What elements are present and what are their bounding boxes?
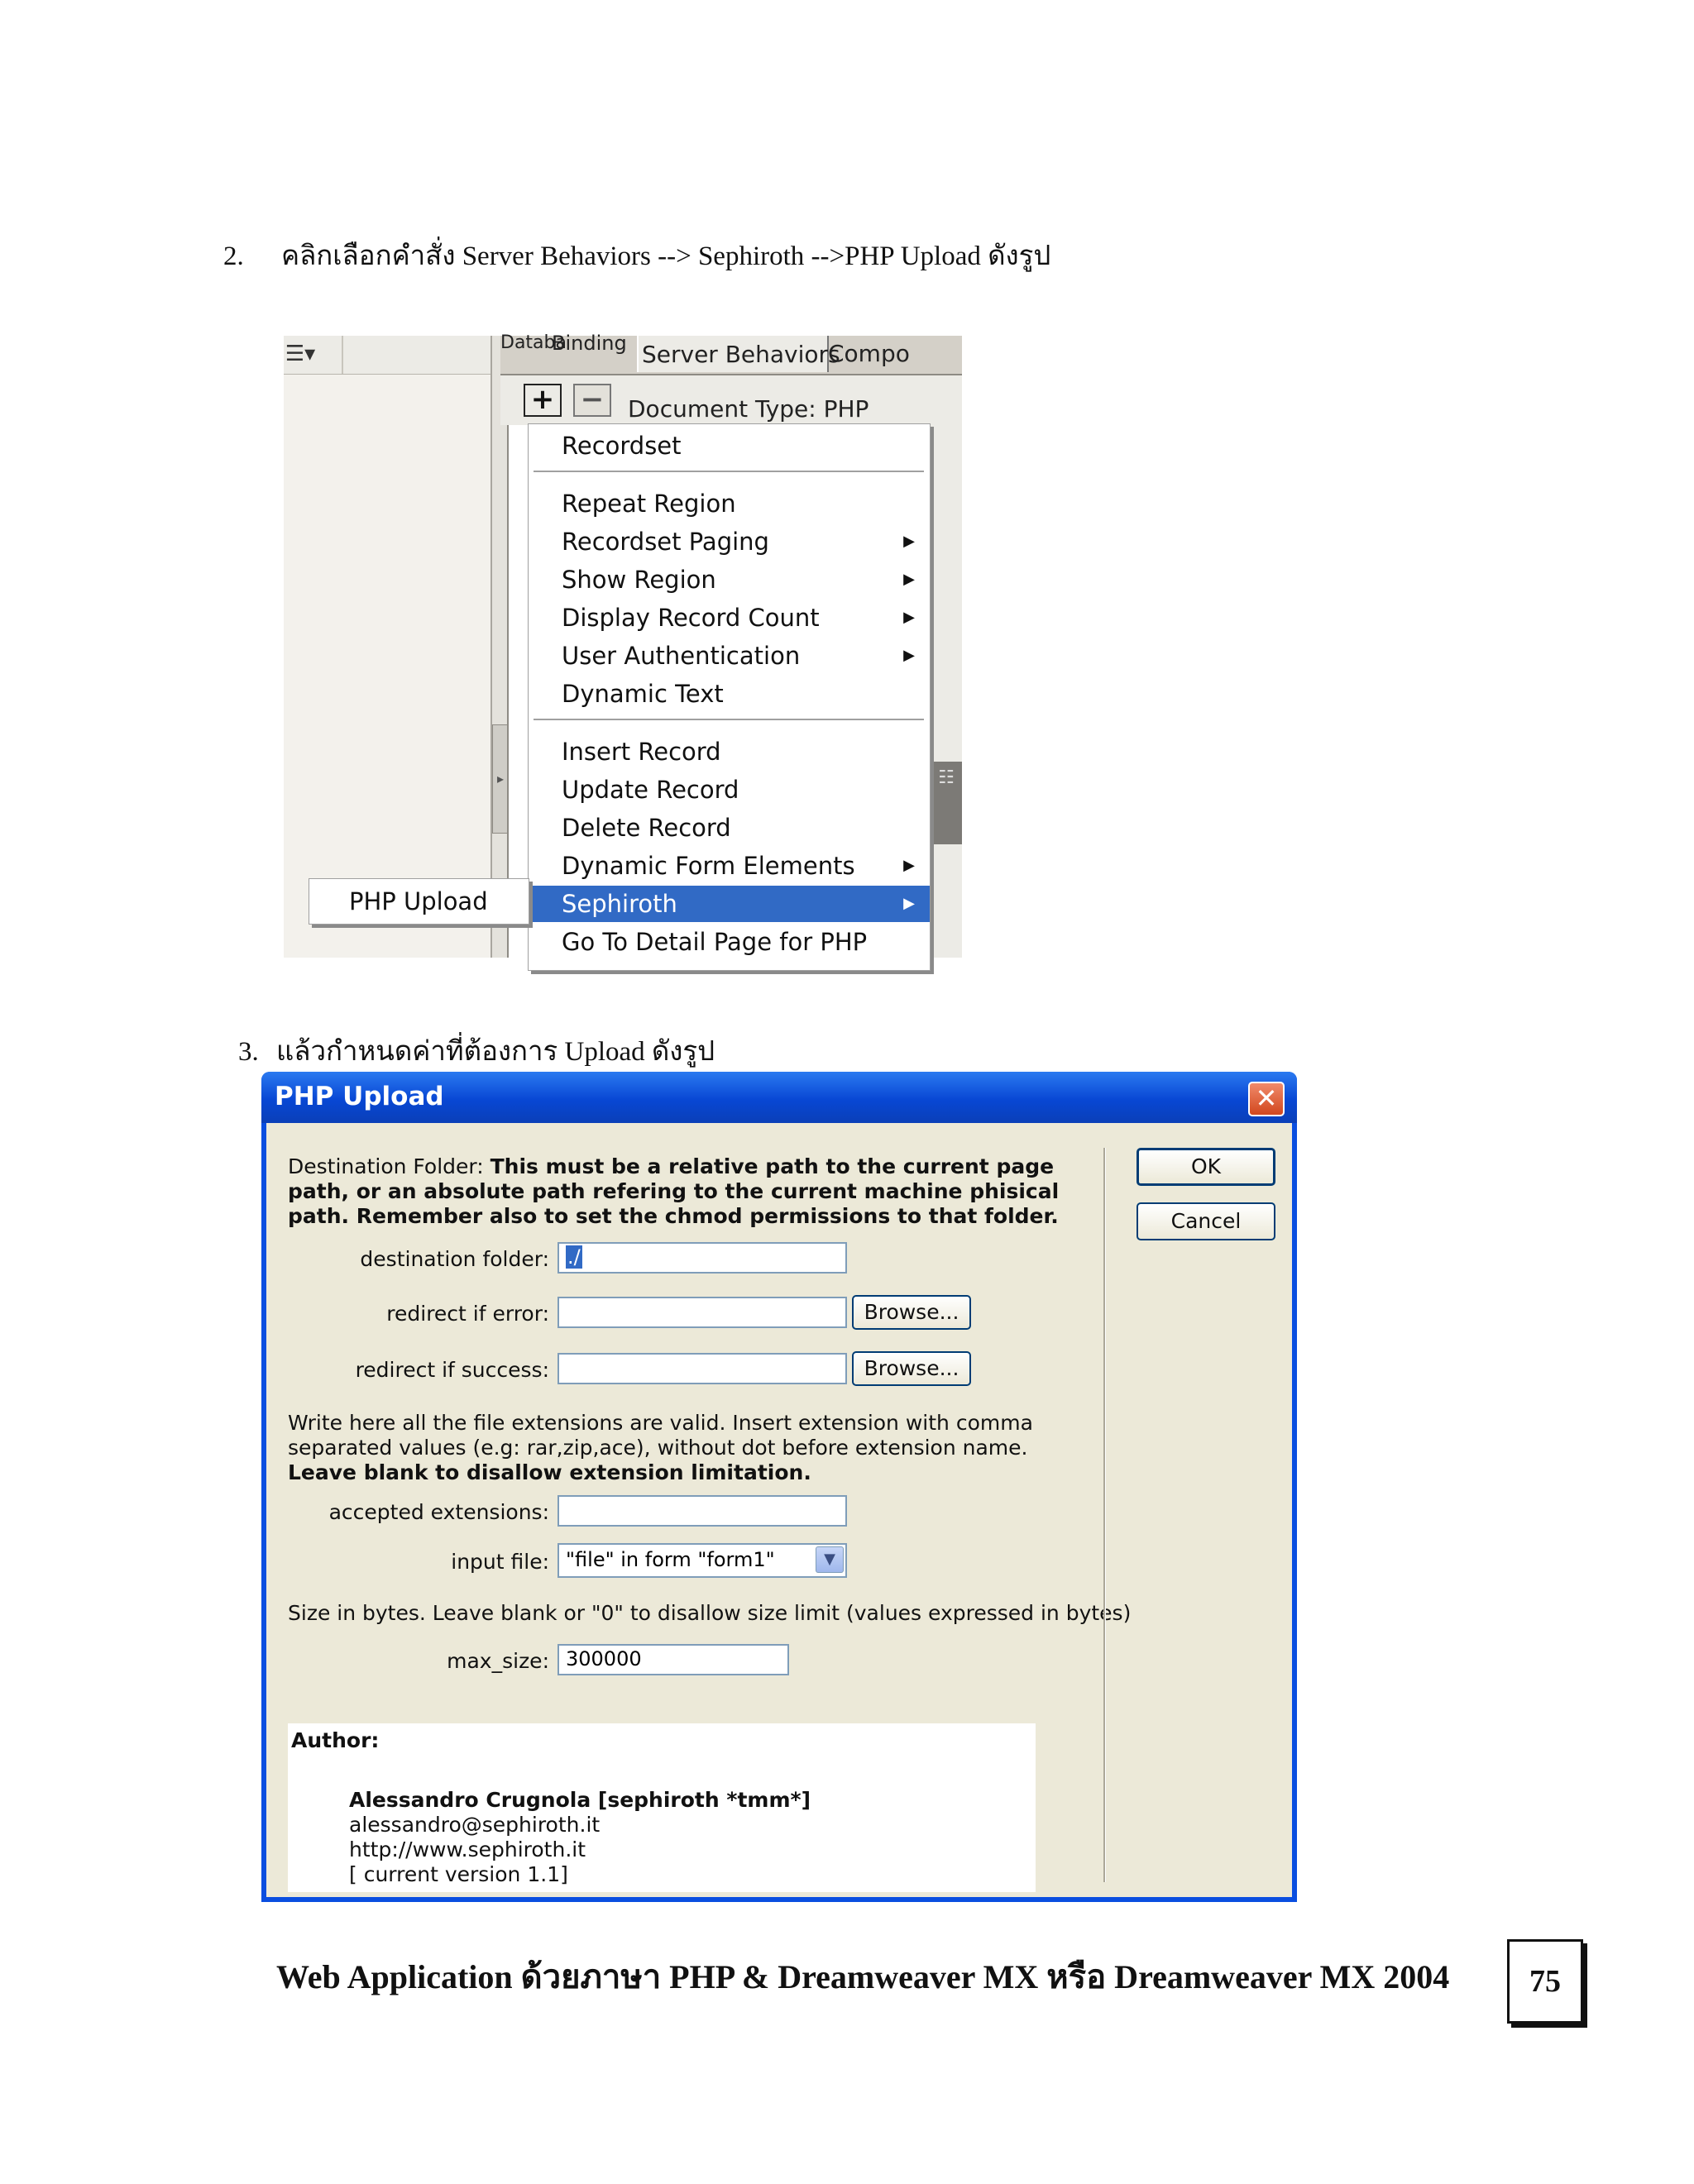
destination-intro-line-3: path. Remember also to set the chmod permissions to that folder. [288,1204,1059,1228]
splitter[interactable] [490,336,492,958]
panel-tabs [500,332,962,375]
menu-item-recordset-paging[interactable]: Recordset Paging ▶ [529,523,930,560]
menu-item-delete-record[interactable]: Delete Record [562,814,731,842]
menu-item-go-to-detail-page[interactable]: Go To Detail Page for PHP [562,928,868,956]
menu-item-user-authentication[interactable]: User Authentication ▶ [529,638,930,674]
step-2-caption [223,233,1050,277]
menu-item-update-record[interactable]: Update Record [562,776,739,804]
tab-databases[interactable]: Databa [500,332,567,353]
step-text: คลิกเลือกคำสั่ง Server Behaviors --> Sephiroth -->PHP Upload ดังรูป [281,241,1051,271]
input-file-select[interactable] [557,1543,847,1578]
server-behaviors-screenshot [284,332,962,958]
footer-title: Web Application ด้วยภาษา PHP & Dreamweaver MX หรือ Dreamweaver MX 2004 [276,1958,1450,1995]
destination-intro-line-2: path, or an absolute path refering to the current machine phisical [288,1179,1060,1203]
menu-item-show-region[interactable]: Show Region ▶ [529,562,930,598]
menu-item-dynamic-form-elements[interactable]: Dynamic Form Elements ▶ [529,848,930,884]
max-size-label: max_size: [447,1649,549,1673]
redirect-success-input[interactable] [557,1353,847,1384]
menu-item-recordset[interactable]: Recordset [562,432,682,460]
extensions-note-line-1: Write here all the file extensions are valid. Insert extension with comma [288,1411,1033,1435]
collapse-grip-icon[interactable]: ▸ [492,724,509,834]
destination-intro-prefix: Destination Folder: [288,1154,490,1178]
tab-server-behaviors[interactable]: Server Behaviors [637,336,829,372]
document-type-label: Document Type: PHP [628,395,869,423]
page-number: 75 [1507,1939,1583,2024]
menu-item-repeat-region[interactable]: Repeat Region [562,490,736,518]
redirect-error-label: redirect if error: [386,1302,549,1326]
submenu-item-php-upload[interactable]: PHP Upload [349,887,488,915]
submenu-arrow-icon: ▶ [903,857,915,874]
options-icon[interactable]: ☷ [931,762,962,844]
button-separator [1103,1148,1106,1882]
max-size-input[interactable]: 300000 [557,1644,789,1675]
menu-item-insert-record[interactable]: Insert Record [562,738,721,766]
left-panel [284,336,490,958]
dialog-title-bar[interactable] [261,1072,1297,1123]
ok-button[interactable]: OK [1137,1148,1275,1186]
menu-separator [534,471,924,472]
submenu-arrow-icon: ▶ [903,609,915,626]
author-heading: Author: [291,1728,380,1752]
list-icon[interactable]: ☰▾ [285,342,316,366]
left-panel-toolbar [284,336,490,375]
size-note: Size in bytes. Leave blank or "0" to disallow size limit (values expressed in bytes) [288,1601,1132,1625]
menu-item-sephiroth[interactable]: Sephiroth ▶ [529,886,930,922]
redirect-success-label: redirect if success: [355,1358,549,1382]
author-name: Alessandro Crugnola [sephiroth *tmm*] [349,1788,811,1812]
redirect-error-input[interactable] [557,1297,847,1328]
step-number: 2. [223,241,244,271]
tab-components[interactable]: Compo [828,340,910,367]
submenu-arrow-icon: ▶ [903,895,915,912]
input-file-value: "file" in form "form1" [566,1548,775,1571]
destination-folder-label: destination folder: [360,1247,549,1271]
submenu-arrow-icon: ▶ [903,571,915,588]
author-email: alessandro@sephiroth.it [349,1813,601,1837]
extensions-note-line-2: separated values (e.g: rar,zip,ace), without dot before extension name. [288,1436,1028,1460]
server-behaviors-menu [528,423,931,971]
cancel-button[interactable]: Cancel [1137,1202,1275,1240]
php-upload-dialog [261,1072,1297,1902]
input-file-label: input file: [451,1550,549,1574]
tab-bindings[interactable]: Binding [552,332,627,355]
author-box [288,1723,1036,1892]
step-3-caption [238,1029,715,1073]
browse-error-button[interactable]: Browse... [852,1295,971,1330]
sephiroth-submenu [309,878,529,925]
chevron-down-icon[interactable]: ▼ [816,1546,844,1573]
destination-intro [288,1154,1059,1229]
close-icon[interactable]: ✕ [1248,1082,1285,1116]
menu-item-display-record-count[interactable]: Display Record Count ▶ [529,600,930,636]
destination-intro-line-1: This must be a relative path to the current page [490,1154,1055,1178]
accepted-extensions-input[interactable] [557,1495,847,1527]
menu-separator [534,719,924,720]
add-behavior-button[interactable]: + [524,384,562,417]
browse-success-button[interactable]: Browse... [852,1351,971,1386]
submenu-arrow-icon: ▶ [903,647,915,664]
dialog-body [266,1123,1292,1897]
destination-folder-input[interactable] [557,1242,847,1274]
remove-behavior-button[interactable]: − [573,384,611,417]
author-version: [ current version 1.1] [349,1862,568,1886]
destination-folder-value: ./ [567,1245,581,1269]
step-number: 3. [238,1037,259,1067]
toolbar-divider [342,336,343,374]
accepted-extensions-label: accepted extensions: [328,1500,549,1524]
author-url: http://www.sephiroth.it [349,1838,586,1861]
menu-item-dynamic-text[interactable]: Dynamic Text [562,680,724,708]
extensions-note-line-3: Leave blank to disallow extension limitation. [288,1460,811,1484]
dialog-title: PHP Upload [275,1082,444,1111]
submenu-arrow-icon: ▶ [903,533,915,550]
right-strip [929,425,962,958]
extensions-note [288,1411,1033,1485]
step-text: แล้วกำหนดค่าที่ต้องการ Upload ดังรูป [276,1037,715,1067]
